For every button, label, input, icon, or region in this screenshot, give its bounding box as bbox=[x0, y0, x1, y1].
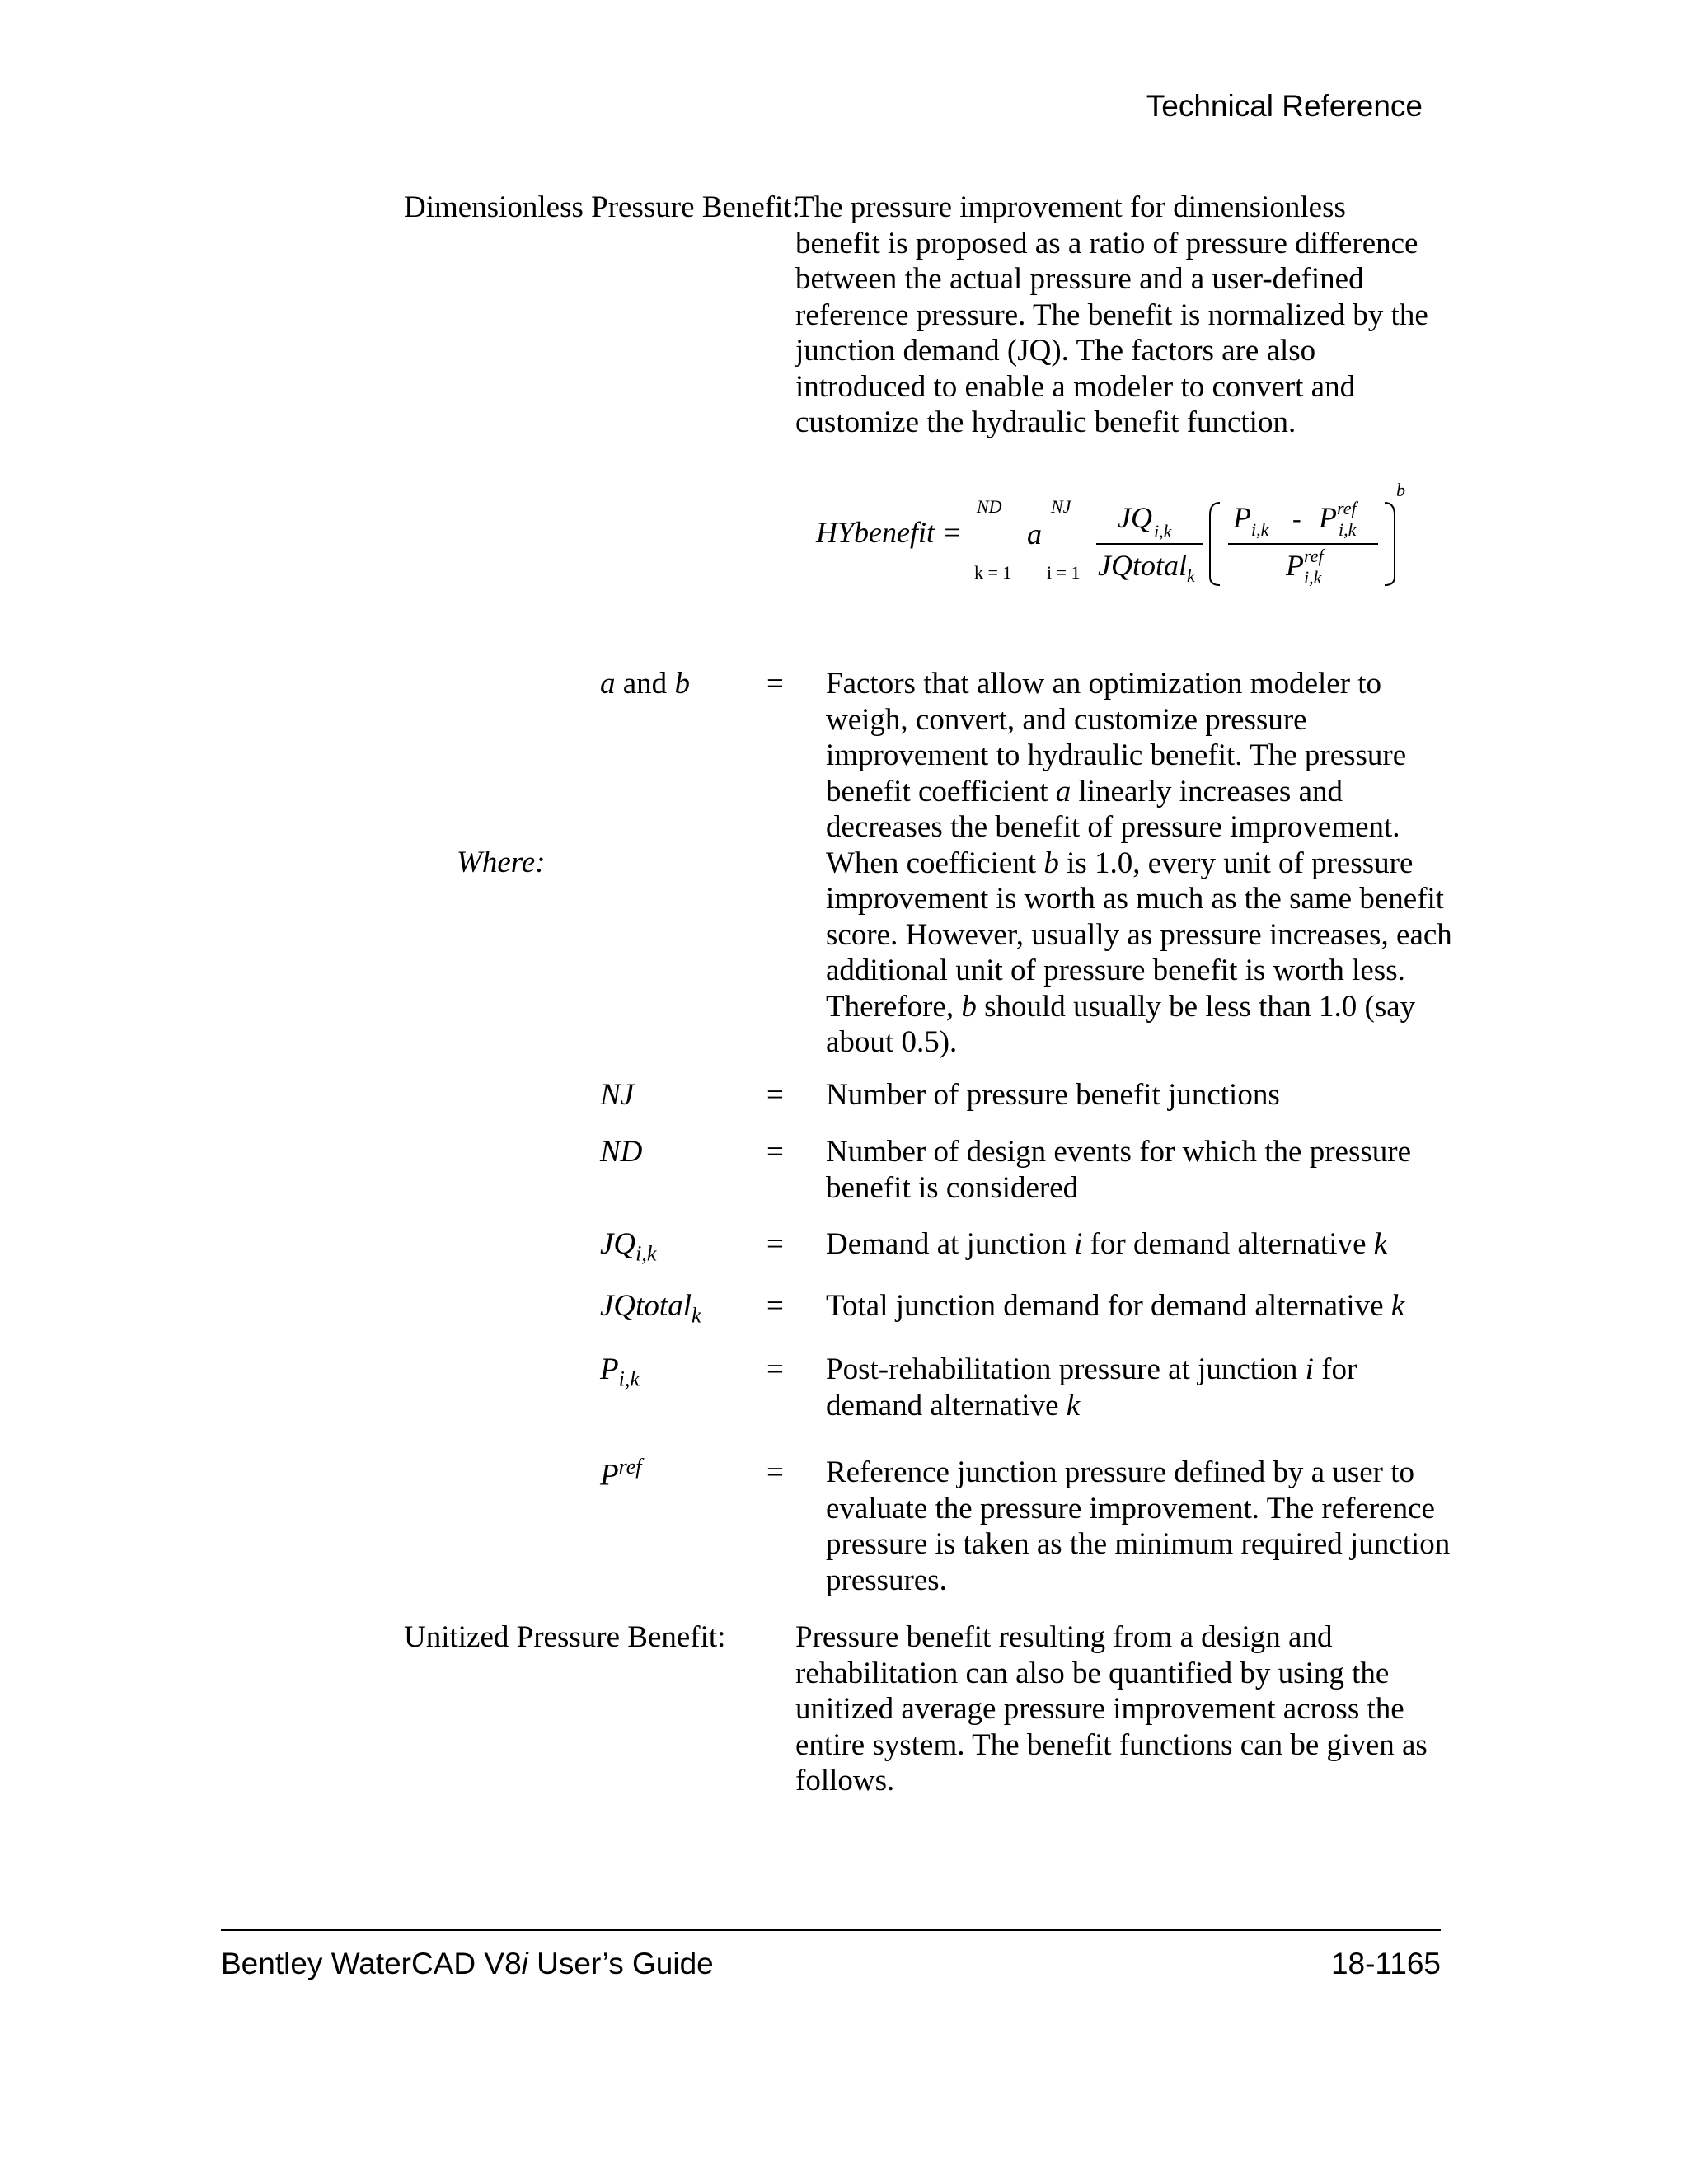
footer-rule bbox=[221, 1929, 1441, 1931]
def-text-p: Post-rehabilitation pressure at junction i for demand alternative k bbox=[826, 1352, 1357, 1422]
frac1-denominator-sub: k bbox=[1187, 565, 1195, 586]
def-symbol-a-b: a and b bbox=[600, 667, 690, 701]
def-equals: = bbox=[767, 1352, 784, 1386]
frac1-numerator-sub: i,k bbox=[1154, 521, 1172, 541]
where-label: Where: bbox=[457, 846, 546, 879]
formula-coef-a: a bbox=[1027, 518, 1042, 551]
frac2-minus: - bbox=[1292, 504, 1301, 533]
def-text-pref: Reference junction pressure defined by a user to evaluate the pressure improvement. The reference pressure is taken as the minimum required junction pressures. bbox=[826, 1455, 1451, 1597]
def-text-jqtotal: Total junction demand for demand alternative k bbox=[826, 1289, 1405, 1323]
def-symbol-nj: NJ bbox=[600, 1078, 635, 1112]
right-bracket bbox=[1385, 503, 1395, 585]
unitized-benefit-text: Pressure benefit resulting from a design and rehabilitation can also be quantified by using the unitized average pressure improvement across the entire system. The benefit functions can be given as follows. bbox=[795, 1620, 1428, 1797]
def-equals: = bbox=[767, 1135, 784, 1169]
frac2-denominator: P bbox=[1286, 549, 1304, 582]
formula-lhs: HYbenefit = bbox=[816, 516, 963, 549]
dimensionless-benefit-label: Dimensionless Pressure Benefit: bbox=[404, 190, 800, 224]
formula-exponent: b bbox=[1396, 480, 1405, 500]
sum-inner-top: NJ bbox=[1051, 496, 1071, 517]
frac2-denominator-sup: ref bbox=[1304, 546, 1324, 566]
frac2-denominator-sub: i,k bbox=[1304, 567, 1322, 588]
def-equals: = bbox=[767, 1289, 784, 1323]
frac2-pref-sub: i,k bbox=[1339, 519, 1357, 540]
def-symbol-jqtotal: JQtotal$_k$ bbox=[600, 1289, 701, 1328]
frac2-p: P bbox=[1233, 501, 1251, 534]
sum-outer-top: ND bbox=[977, 496, 1002, 517]
frac2-pref-sup: ref bbox=[1337, 498, 1357, 518]
def-text-jq: Demand at junction i for demand alternative k bbox=[826, 1227, 1388, 1261]
page-number: 18-1165 bbox=[1330, 1947, 1441, 1980]
sum-inner-bottom: i = 1 bbox=[1047, 562, 1081, 583]
def-equals: = bbox=[767, 1227, 784, 1261]
frac2-p-sub: i,k bbox=[1251, 519, 1269, 540]
def-text-nd: Number of design events for which the pressure benefit is considered bbox=[826, 1135, 1411, 1205]
footer-title: Bentley WaterCAD V8i User’s Guide bbox=[221, 1947, 714, 1980]
def-symbol-pref: $P^{ref}$ bbox=[600, 1455, 642, 1493]
def-text-a-b: Factors that allow an optimization modeler to weigh, convert, and customize pressure improvement to hydraulic benefit. The pressure benefit coefficient a linearly increases and decreases the benefit of pressure improvement. When coefficient b is 1.0, every unit of pressure improvement is worth as much as the same benefit score. However, usually as pressure increases, each additional unit of pressure benefit is worth less. Therefore, b should usually be less than 1.0 (say about 0.5). bbox=[826, 667, 1452, 1059]
def-symbol-nd: ND bbox=[600, 1135, 643, 1169]
def-equals: = bbox=[767, 1078, 784, 1112]
sum-outer-bottom: k = 1 bbox=[974, 562, 1012, 583]
frac1-numerator: JQ bbox=[1118, 501, 1152, 534]
def-equals: = bbox=[767, 1455, 784, 1489]
left-bracket bbox=[1210, 503, 1220, 585]
def-text-nj: Number of pressure benefit junctions bbox=[826, 1078, 1280, 1112]
frac2-pref: P bbox=[1319, 501, 1337, 534]
unitized-benefit-label: Unitized Pressure Benefit: bbox=[404, 1620, 726, 1654]
def-symbol-jq: $JQ_{i,k}$ bbox=[600, 1227, 657, 1266]
hybenefit-formula bbox=[791, 478, 1418, 610]
frac1-denominator: JQtotal bbox=[1098, 549, 1187, 582]
def-equals: = bbox=[767, 667, 784, 701]
dimensionless-benefit-text: The pressure improvement for dimensionless benefit is proposed as a ratio of pressure difference between the actual pressure and a user-defined reference pressure. The benefit is normalized by the junction demand (JQ). The factors are also introduced to enable a modeler to convert and customize the hydraulic benefit function. bbox=[795, 190, 1428, 439]
def-symbol-p: $P_{i,k}$ bbox=[600, 1352, 640, 1391]
running-header: Technical Reference bbox=[1146, 89, 1423, 123]
